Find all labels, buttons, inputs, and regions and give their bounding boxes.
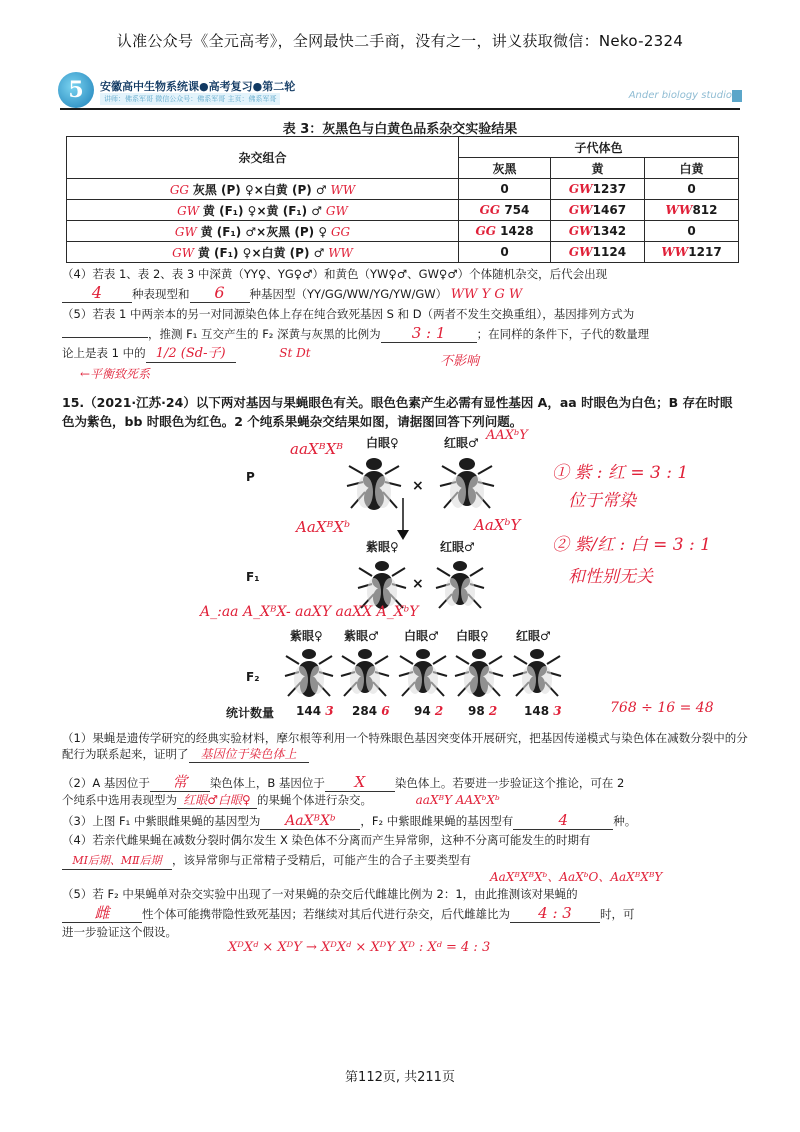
table-cell: 1124 bbox=[592, 245, 627, 259]
answer-handwritten: MⅠ后期、MⅡ后期 bbox=[72, 854, 162, 867]
f1-female-label: 紫眼♀ bbox=[366, 540, 399, 554]
cross-text: 黄 (F₁) ♂×灰黑 (P) ♀ bbox=[200, 224, 328, 239]
handwritten-note: ② 紫/红 : 白 = 3 : 1 bbox=[552, 535, 711, 555]
table-col-whiteyellow: 白黄 bbox=[645, 158, 739, 179]
handwritten-note: GW bbox=[568, 203, 593, 217]
count-value: 284 6 bbox=[352, 704, 390, 718]
table-header-offspring: 子代体色 bbox=[459, 137, 739, 158]
table-cell: 0 bbox=[459, 242, 551, 263]
q4-line2 bbox=[62, 285, 752, 303]
cross-text: 灰黑 (P) ♀×白黄 (P) ♂ bbox=[192, 182, 327, 197]
fly-icon bbox=[398, 644, 448, 700]
table-row bbox=[67, 179, 739, 200]
handwritten-note: 2 bbox=[434, 704, 444, 718]
table-cell: 0 bbox=[459, 179, 551, 200]
table-col-yellow: 黄 bbox=[551, 158, 645, 179]
handwritten-note: GG bbox=[479, 203, 501, 217]
table-cell: 754 bbox=[504, 203, 530, 217]
header-subtitle: 讲师：佛系军哥 微信公众号：佛系军哥 主页：佛系军哥 bbox=[100, 93, 280, 105]
table-col-grayblack: 灰黑 bbox=[459, 158, 551, 179]
f2-label: 白眼♀ bbox=[456, 629, 489, 643]
q5-text: （5）若 F₂ 中果蝇单对杂交实验中出现了一对果蝇的杂交后代雌雄比例为 2：1，由此推测该对果蝇的 bbox=[62, 887, 578, 901]
handwritten-note: GW bbox=[325, 203, 348, 218]
count-value: 148 3 bbox=[524, 704, 562, 718]
logo-icon: 5 bbox=[58, 72, 94, 108]
table-row bbox=[67, 200, 739, 221]
handwritten-note: GW bbox=[174, 224, 197, 239]
table-cell: 1237 bbox=[592, 182, 627, 196]
q4-end: 种基因型（YY/GG/WW/YG/YW/GW） bbox=[249, 287, 448, 301]
handwritten-note: WW Y G W bbox=[450, 287, 523, 302]
fly-icon bbox=[438, 452, 496, 512]
handwritten-note: WW bbox=[330, 182, 356, 197]
handwritten-note: AaXᴮXᴮXᵇ、AaXᵇO、AaXᴮXᴮY bbox=[490, 870, 663, 884]
fly-icon bbox=[454, 644, 504, 700]
document-header bbox=[60, 78, 740, 110]
handwritten-note: 3 bbox=[553, 704, 562, 718]
handwritten-note: ① 紫 : 红 = 3 : 1 bbox=[552, 463, 689, 483]
header-bars-icon bbox=[732, 90, 742, 102]
handwritten-note: WW bbox=[661, 245, 689, 259]
handwritten-note: GW bbox=[568, 245, 593, 259]
table-cell: 1467 bbox=[592, 203, 627, 217]
table-cell: 0 bbox=[645, 221, 739, 242]
fly-icon bbox=[284, 644, 334, 700]
handwritten-note: 和性别无关 bbox=[568, 567, 653, 587]
handwritten-note: GW bbox=[172, 245, 195, 260]
handwritten-note: WW bbox=[665, 203, 693, 217]
answer-handwritten: AaXᴮXᵇ bbox=[285, 813, 336, 829]
handwritten-note: WW bbox=[328, 245, 353, 260]
f2-label: 紫眼♀ bbox=[290, 629, 323, 643]
answer-handwritten: 3 : 1 bbox=[411, 324, 446, 342]
handwritten-note: GG bbox=[475, 224, 496, 238]
fly-icon bbox=[340, 644, 390, 700]
answer-handwritten: 雌 bbox=[94, 904, 110, 922]
fly-icon bbox=[434, 556, 486, 612]
q5-text-cont: 雌 性个体可能携带隐性致死基因；若继续对其后代进行杂交，后代雌雄比为 4 : 3 时，可 bbox=[62, 905, 752, 923]
q5-line2a: ，推测 F₁ 互交产生的 F₂ 深黄与灰黑的比例为 bbox=[148, 327, 381, 341]
p-female-label: 白眼♀ bbox=[366, 436, 399, 450]
handwritten-note: 768 ÷ 16 = 48 bbox=[610, 700, 714, 716]
q5-line3a: 论上是表 1 中的 bbox=[62, 346, 146, 360]
q5-text-end: 进一步验证这个假设。 bbox=[62, 925, 177, 939]
fly-icon bbox=[512, 644, 562, 700]
handwritten-note: GW bbox=[568, 182, 593, 196]
q2-text: （2）A 基因位于 常 染色体上，B 基因位于 X 染色体上。若要进一步验证这个推论，可在 2 bbox=[62, 773, 625, 791]
handwritten-note: A_:aa A_XᴮX- aaXY aaXX A_XᵇY bbox=[200, 604, 419, 620]
cross-text: 黄 (F₁) ♀×黄 (F₁) ♂ bbox=[202, 203, 323, 218]
table-cell: 1217 bbox=[688, 245, 722, 259]
handwritten-note: GG bbox=[169, 182, 189, 197]
cross-text: 黄 (F₁) ♀×白黄 (P) ♂ bbox=[197, 245, 325, 260]
question-15: 15.（2021·江苏·24）以下两对基因与果蝇眼色有关。眼色色素产生必需有显性基因 A，aa 时眼色为白色；B 存在时眼色为紫色，bb 时眼色为红色。2 个纯系果蝇杂交结果如图，请据图回答下列问题。 bbox=[62, 395, 733, 429]
count-value: 94 2 bbox=[414, 704, 444, 718]
handwritten-note: AaXᵇY bbox=[474, 516, 521, 534]
q4-text-cont: MⅠ后期、MⅡ后期 ，该异常卵与正常精子受精后，可能产生的合子主要类型有 bbox=[62, 852, 762, 870]
cross-symbol: × bbox=[412, 576, 424, 592]
handwritten-note: 3 bbox=[325, 704, 334, 718]
q5-line2 bbox=[62, 325, 752, 343]
f2-label: 白眼♂ bbox=[404, 629, 439, 643]
arrow-down-icon bbox=[393, 498, 413, 540]
handwritten-note: AAXᵇY bbox=[486, 428, 528, 443]
q5-line3 bbox=[62, 345, 752, 363]
count-label: 统计数量 bbox=[226, 706, 275, 720]
count-value: 98 2 bbox=[468, 704, 498, 718]
generation-f1: F₁ bbox=[246, 570, 260, 584]
handwritten-note: 2 bbox=[488, 704, 498, 718]
header-title: 安徽高中生物系统课●高考复习●第二轮 bbox=[100, 80, 296, 93]
handwritten-note: ←平衡致死系 bbox=[80, 367, 151, 381]
count-value: 144 3 bbox=[296, 704, 334, 718]
handwritten-note: GW bbox=[177, 203, 200, 218]
handwritten-note: XᴰXᵈ × XᴰY → XᴰXᵈ × XᴰY Xᴰ : Xᵈ = 4 : 3 bbox=[228, 940, 491, 955]
handwritten-note: aaXᴮY AAXᵇXᵇ bbox=[415, 793, 500, 807]
q5-line1: （5）若表 1 中两亲本的另一对同源染色体上存在纯合致死基因 S 和 D（两者不发生交换重组），基因排列方式为 bbox=[62, 307, 635, 321]
answer-handwritten: 4 : 3 bbox=[538, 904, 572, 922]
f2-label: 紫眼♂ bbox=[344, 629, 379, 643]
answer-handwritten: 4 bbox=[558, 811, 569, 829]
answer-handwritten: 6 bbox=[214, 283, 225, 302]
handwritten-note: aaXᴮXᴮ bbox=[290, 440, 344, 458]
table-row bbox=[67, 221, 739, 242]
answer-handwritten: 红眼♂白眼♀ bbox=[183, 793, 251, 807]
answer-handwritten: 1/2 (Sd-子) bbox=[155, 346, 226, 361]
q1-text: （1）果蝇是遗传学研究的经典实验材料，摩尔根等利用一个特殊眼色基因突变体开展研究，把基因传递模式与染色体在减数分裂中的分配行为联系起来，证明了 基因位于染色体上 bbox=[62, 731, 748, 761]
answer-handwritten: 基因位于染色体上 bbox=[200, 747, 297, 761]
f1-male-label: 红眼♂ bbox=[440, 540, 475, 554]
q4-text: （4）若亲代雌果蝇在减数分裂时偶尔发生 X 染色体不分离而产生异常卵，这种不分离可能发生的时期有 bbox=[62, 833, 591, 847]
f2-label: 红眼♂ bbox=[516, 629, 551, 643]
table-cell: 0 bbox=[645, 179, 739, 200]
table-cell: 1342 bbox=[592, 224, 627, 238]
q2-text-cont: 个纯系中选用表现型为 红眼♂白眼♀ 的果蝇个体进行杂交。 aaXᴮY AAXᵇXᵇ bbox=[62, 793, 500, 807]
table-cell: 1428 bbox=[500, 224, 534, 238]
header-studio-name: Ander biology studio bbox=[628, 90, 732, 101]
q4-mid: 种表现型和 bbox=[132, 287, 190, 301]
table3-title: 表 3：灰黑色与白黄色品系杂交实验结果 bbox=[282, 122, 518, 137]
page-number: 第112页, 共211页 bbox=[345, 1070, 455, 1085]
generation-f2: F₂ bbox=[246, 670, 260, 684]
q4-line1: （4）若表 1、表 2、表 3 中深黄（YY♀、YG♀♂）和黄色（YW♀♂、GW♀♂）个体随机杂交，后代会出现 bbox=[62, 267, 608, 281]
generation-p: P bbox=[246, 470, 255, 484]
p-male-label: 红眼♂ bbox=[444, 436, 479, 450]
q3-text: （3）上图 F₁ 中紫眼雌果蝇的基因型为 AaXᴮXᵇ ，F₂ 中紫眼雌果蝇的基因型有 4 种。 bbox=[62, 811, 637, 829]
table3 bbox=[66, 136, 739, 263]
handwritten-note: 位于常染 bbox=[568, 491, 636, 511]
handwritten-note: GG bbox=[330, 224, 351, 239]
top-banner: 认准公众号《全元高考》，全网最快二手商，没有之一，讲义获取微信：Neko-2324 bbox=[116, 32, 684, 50]
handwritten-note: St Dt bbox=[279, 346, 311, 360]
table-header-cross: 杂交组合 bbox=[67, 137, 459, 179]
handwritten-note: AaXᴮXᵇ bbox=[296, 518, 351, 536]
handwritten-note: 6 bbox=[381, 704, 390, 718]
table-row bbox=[67, 242, 739, 263]
q5-line2b: ；在同样的条件下，子代的数量理 bbox=[476, 327, 650, 341]
answer-handwritten: X bbox=[354, 773, 366, 791]
table-cell: 812 bbox=[692, 203, 718, 217]
handwritten-note: GW bbox=[568, 224, 593, 238]
handwritten-note: 不影响 bbox=[440, 354, 480, 369]
answer-handwritten: 常 bbox=[172, 773, 188, 791]
answer-handwritten: 4 bbox=[91, 283, 103, 302]
cross-symbol: × bbox=[412, 478, 424, 494]
